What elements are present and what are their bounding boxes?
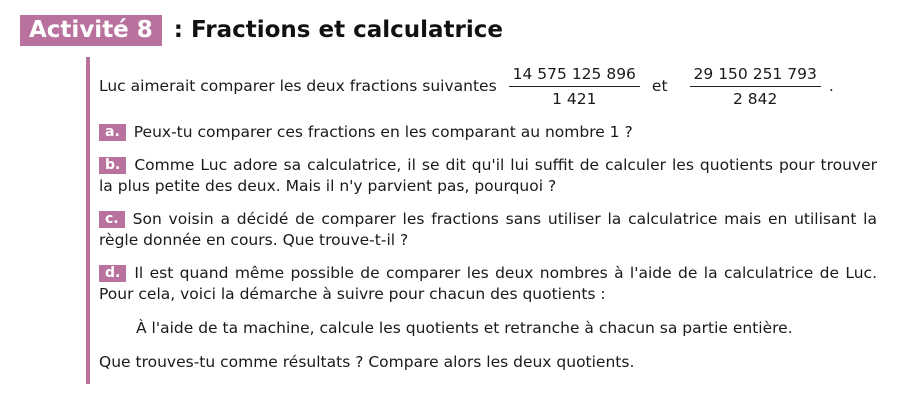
question-b <box>99 155 877 197</box>
question-text: Comme Luc adore sa calculatrice, il se dit qu'il lui suffit de calculer les quotients pour trouver la plus petite des deux. Mais il n'y parvient pas, pourquoi ? <box>99 156 877 195</box>
question-c <box>99 209 877 251</box>
intro-line <box>99 60 877 112</box>
fraction-2 <box>690 64 821 109</box>
question-text: Son voisin a décidé de comparer les fractions sans utiliser la calculatrice mais en utilisant la règle donnée en cours. Que trouve-t-il ? <box>99 210 877 249</box>
question-label: d. <box>99 265 126 282</box>
fraction-2-denominator: 2 842 <box>732 89 778 108</box>
question-label: b. <box>99 157 126 174</box>
question-a <box>99 122 877 143</box>
intro-end: . <box>828 76 834 95</box>
question-label: c. <box>99 211 125 228</box>
fraction-1-numerator: 14 575 125 896 <box>509 64 640 87</box>
question-text: Il est quand même possible de comparer les deux nombres à l'aide de la calculatrice de Luc. Pour cela, voici la démarche à suivre pour chacun des quotients : <box>99 264 877 303</box>
activity-body <box>99 60 877 373</box>
fraction-1 <box>509 64 640 109</box>
intro-text: Luc aimerait comparer les deux fractions suivantes <box>99 76 497 95</box>
question-text: Peux-tu comparer ces fractions en les comparant au nombre 1 ? <box>133 123 633 141</box>
activity-header <box>20 14 503 46</box>
activity-title: : Fractions et calculatrice <box>173 17 503 43</box>
question-label: a. <box>99 124 126 141</box>
fraction-2-numerator: 29 150 251 793 <box>690 64 821 87</box>
activity-badge: Activité 8 <box>20 15 162 46</box>
fraction-joiner: et <box>651 76 668 95</box>
left-accent-rule <box>86 57 90 384</box>
question-d <box>99 263 877 305</box>
final-question: Que trouves-tu comme résultats ? Compare alors les deux quotients. <box>99 353 635 371</box>
fraction-1-denominator: 1 421 <box>552 89 597 108</box>
instruction-text: À l'aide de ta machine, calcule les quotients et retranche à chacun sa partie entière. <box>136 319 793 337</box>
